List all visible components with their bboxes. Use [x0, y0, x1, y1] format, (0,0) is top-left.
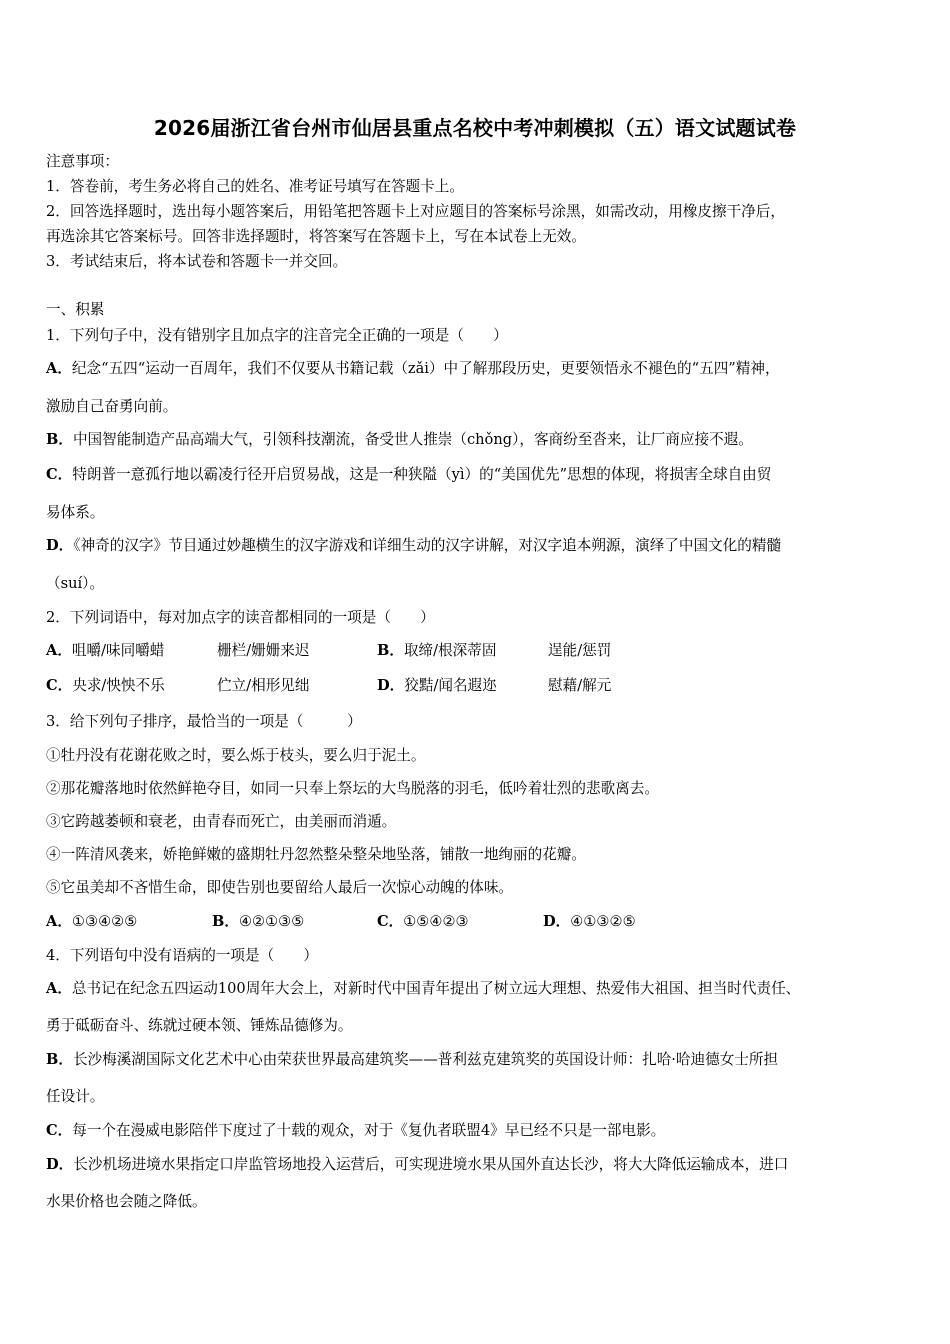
q3-option-c — [377, 912, 469, 932]
q4-option-d-cont: 水果价格也会随之降低。 — [46, 1193, 207, 1210]
option-text: 特朗普一意孤行地以霸凌行径开启贸易战，这是一种狭隘（yì）的“美国优先”思想的体现，将损害全球自由贸 — [72, 466, 772, 483]
option-text: 央求/怏怏不乐 — [72, 677, 165, 694]
q3-option-b — [212, 912, 304, 932]
option-text: 中国智能制造产品高端大气，引领科技潮流，备受世人推崇（chǒng），客商纷至沓来，让厂商应接不遐。 — [72, 431, 753, 448]
notice-item: 1．答卷前，考生务必将自己的姓名、准考证号填写在答题卡上。 — [46, 178, 464, 195]
option-label: C． — [46, 466, 73, 483]
q2-option-a-part2: 栅栏/姗姗来迟 — [217, 642, 310, 659]
q2-option-c — [46, 676, 165, 696]
option-text: ④①③②⑤ — [570, 913, 636, 930]
notice-heading: 注意事项： — [46, 153, 119, 170]
q3-stem: 3．给下列句子排序，最恰当的一项是（ ） — [46, 713, 362, 730]
q3-option-d — [543, 912, 636, 932]
q4-option-a — [46, 979, 800, 999]
option-label: D． — [377, 677, 405, 694]
option-text: 长沙梅溪湖国际文化艺术中心由荣获世界最高建筑奖——普利兹克建筑奖的英国设计师：扎哈·哈迪德女士所担 — [72, 1051, 779, 1068]
q2-stem: 2．下列词语中，每对加点字的读音都相同的一项是（ ） — [46, 609, 435, 626]
option-label: A． — [46, 360, 72, 377]
q4-option-a-cont: 勇于砥砺奋斗、练就过硬本领、锤炼品德修为。 — [46, 1017, 353, 1034]
q2-option-d — [377, 676, 497, 696]
q4-option-b-cont: 任设计。 — [46, 1088, 105, 1105]
q2-option-d-part2: 慰藉/解元 — [548, 677, 612, 694]
option-label: A． — [46, 913, 72, 930]
q1-stem: 1．下列句子中，没有错别字且加点字的注音完全正确的一项是（ ） — [46, 327, 508, 344]
q2-option-a — [46, 641, 164, 661]
option-text: ①③④②⑤ — [71, 913, 138, 930]
q4-option-c — [46, 1121, 665, 1141]
option-label: B． — [46, 431, 73, 448]
q1-option-a — [46, 359, 780, 379]
option-label: B． — [46, 1051, 73, 1068]
q4-option-d — [46, 1155, 788, 1175]
q1-option-b — [46, 430, 753, 450]
q1-option-d — [46, 536, 781, 556]
q3-sentence: ④一阵清风袭来，娇艳鲜嫩的盛期牡丹忽然整朵整朵地坠落，铺散一地绚丽的花瓣。 — [46, 846, 586, 863]
option-text: 狡黠/闻名遐迩 — [404, 677, 497, 694]
section-heading: 一、积累 — [46, 301, 105, 318]
option-text: ④②①③⑤ — [238, 913, 305, 930]
option-label: D． — [543, 913, 571, 930]
q1-option-a-cont: 激励自己奋勇向前。 — [46, 398, 178, 415]
q1-option-c — [46, 465, 771, 485]
option-text: 长沙机场进境水果指定口岸监管场地投入运营后，可实现进境水果从国外直达长沙，将大大降低运输成本，进口 — [73, 1156, 789, 1173]
notice-item: 再选涂其它答案标号。回答非选择题时，将答案写在答题卡上，写在本试卷上无效。 — [46, 228, 586, 245]
option-text: 每一个在漫威电影陪伴下度过了十载的观众，对于《复仇者联盟4》早已经不只是一部电影。 — [72, 1122, 666, 1139]
option-label: A． — [46, 642, 72, 659]
option-label: C． — [377, 913, 404, 930]
q1-option-c-cont: 易体系。 — [46, 504, 105, 521]
q3-sentence: ③它跨越萎顿和衰老，由青春而死亡，由美丽而消遁。 — [46, 813, 397, 830]
q2-option-b — [377, 641, 496, 661]
option-label: D． — [46, 1156, 74, 1173]
page-title: 2026届浙江省台州市仙居县重点名校中考冲刺模拟（五）语文试题试卷 — [153, 116, 797, 140]
q3-sentence: ①牡丹没有花谢花败之时，要么烁于枝头，要么归于泥土。 — [46, 747, 426, 764]
option-text: 咀嚼/味同嚼蜡 — [71, 642, 165, 659]
option-text: 《神奇的汉字》节目通过妙趣横生的汉字游戏和详细生动的汉字讲解，对汉字追本朔源，演绎了中国文化的精髓 — [73, 537, 782, 554]
option-label: B． — [212, 913, 239, 930]
option-label: D． — [46, 537, 74, 554]
option-text: 总书记在纪念五四运动100周年大会上，对新时代中国青年提出了树立远大理想、热爱伟大祖国、担当时代责任、 — [71, 980, 801, 997]
option-label: C． — [46, 1122, 73, 1139]
notice-item: 3．考试结束后，将本试卷和答题卡一并交回。 — [46, 253, 348, 270]
q1-option-d-cont: （suí）。 — [46, 575, 105, 592]
notice-item: 2．回答选择题时，选出每小题答案后，用铅笔把答题卡上对应题目的答案标号涂黑，如需改动，用橡皮擦干净后， — [46, 203, 785, 220]
q4-option-b — [46, 1050, 778, 1070]
q2-option-b-part2: 逞能/惩罚 — [548, 642, 612, 659]
option-text: ①⑤④②③ — [403, 913, 469, 930]
option-label: A． — [46, 980, 72, 997]
option-label: B． — [377, 642, 404, 659]
q3-option-a — [46, 912, 137, 932]
q4-stem: 4．下列语句中没有语病的一项是（ ） — [46, 947, 318, 964]
q3-sentence: ②那花瓣落地时依然鲜艳夺目，如同一只奉上祭坛的大鸟脱落的羽毛，低吟着壮烈的悲歌离去。 — [46, 780, 659, 797]
option-text: 纪念“五四“运动一百周年，我们不仅要从书籍记载（zǎi）中了解那段历史，更要领悟永不褪色的“五四”精神， — [71, 360, 780, 377]
option-label: C． — [46, 677, 73, 694]
option-text: 取缔/根深蒂固 — [403, 642, 497, 659]
q3-sentence: ⑤它虽美却不吝惜生命，即使告别也要留给人最后一次惊心动魄的体味。 — [46, 879, 514, 896]
q2-option-c-part2: 伫立/相形见绌 — [217, 677, 310, 694]
